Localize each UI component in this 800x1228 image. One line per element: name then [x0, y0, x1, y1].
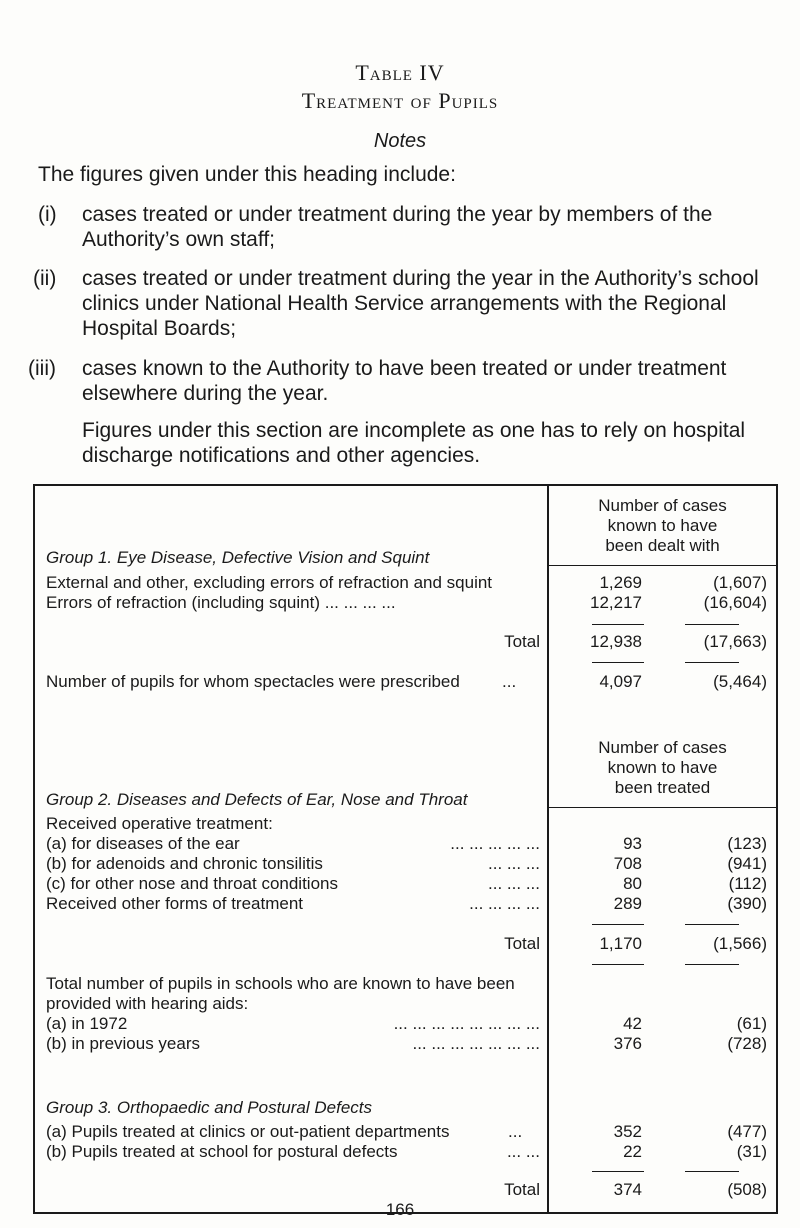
table-cell-value: 22 — [623, 1142, 642, 1161]
table-cell-value: 376 — [613, 1034, 642, 1053]
table-cell-prev: (390) — [727, 894, 767, 913]
group-heading: Group 2. Diseases and Defects of Ear, Nose and Throat — [46, 790, 468, 809]
table-row-label: (a) Pupils treated at clinics or out-patient departments — [46, 1122, 450, 1141]
leader-dots: ... ... ... ... — [469, 894, 540, 913]
table-cell-prev: (16,604) — [703, 593, 767, 612]
table-row-label: Received other forms of treatment — [46, 894, 304, 913]
leader-dots: ... ... ... ... ... ... ... ... — [393, 1014, 540, 1033]
table-cell-value: 352 — [613, 1122, 642, 1141]
col-header: been dealt with — [605, 536, 720, 555]
intro-lead: The figures given under this heading include: — [38, 163, 456, 186]
sum-rule — [592, 1171, 644, 1172]
table-row-label: (a) for diseases of the ear — [46, 834, 240, 853]
total-value: 1,170 — [599, 934, 642, 953]
total-value: 12,938 — [590, 632, 642, 651]
table-row-label: (c) for other nose and throat conditions — [46, 874, 338, 893]
table-cell-prev: (941) — [727, 854, 767, 873]
notes-heading: Notes — [373, 130, 427, 152]
hearing-label: Total number of pupils in schools who are known to have been — [46, 974, 515, 993]
sum-rule — [685, 624, 739, 625]
hearing-label: provided with hearing aids: — [46, 994, 249, 1013]
table-row-label: (b) in previous years — [46, 1034, 201, 1053]
table-cell-value: 708 — [613, 854, 642, 873]
intro-item-text: elsewhere during the year. — [82, 382, 329, 405]
table-cell-value: 12,217 — [590, 593, 642, 612]
sum-rule — [592, 924, 644, 925]
group-heading: Group 1. Eye Disease, Defective Vision and Squint — [46, 548, 430, 567]
table-cell-value: 289 — [613, 894, 642, 913]
col-header: known to have — [607, 516, 718, 535]
table-cell-prev: (61) — [736, 1014, 767, 1033]
intro-item-text: cases known to the Authority to have been treated or under treatment — [82, 357, 727, 380]
sum-rule — [685, 924, 739, 925]
table-cell-prev: (112) — [728, 874, 767, 893]
table-cell-value: 80 — [623, 874, 642, 893]
table-left-rule — [33, 484, 35, 1214]
table-subtitle: Treatment of Pupils — [301, 88, 499, 113]
sum-rule — [685, 1171, 739, 1172]
intro-item-num: (iii) — [28, 357, 56, 380]
total-prev: (508) — [727, 1180, 767, 1199]
leader-dots: ... ... ... — [488, 854, 540, 873]
intro-item-num: (i) — [38, 203, 57, 226]
table-cell-value: 93 — [623, 834, 642, 853]
table-row-label: (a) in 1972 — [46, 1014, 128, 1033]
leader-dots: ... ... ... — [488, 874, 540, 893]
total-value: 374 — [613, 1180, 642, 1199]
col-header: Number of cases — [598, 738, 727, 757]
header-rule — [549, 807, 776, 808]
intro-item-text: cases treated or under treatment during the year by members of the — [82, 203, 713, 226]
table-row-label: (b) for adenoids and chronic tonsilitis — [46, 854, 323, 873]
sum-rule — [592, 964, 644, 965]
page-number: 166 — [385, 1200, 415, 1219]
table-cell-prev: (1,607) — [713, 573, 767, 592]
spectacles-value: 4,097 — [599, 672, 642, 691]
total-label: Total — [504, 632, 540, 651]
leader-dots: ... ... ... ... ... — [450, 834, 540, 853]
leader-dots: ... — [508, 1122, 523, 1141]
table-title: Table IV — [355, 60, 445, 85]
total-prev: (17,663) — [703, 632, 767, 651]
intro-closing: discharge notifications and other agencies. — [82, 444, 481, 467]
table-row-label: Errors of refraction (including squint) ... ... ... ... — [46, 593, 396, 612]
intro-item-text: cases treated or under treatment during the year in the Authority’s school — [82, 267, 759, 290]
table-cell-prev: (477) — [727, 1122, 767, 1141]
total-prev: (1,566) — [713, 934, 767, 953]
intro-closing: Figures under this section are incomplete as one has to rely on hospital — [82, 419, 746, 442]
group-heading: Group 3. Orthopaedic and Postural Defects — [46, 1098, 373, 1117]
intro-item-text: clinics under National Health Service arrangements with the Regional — [82, 292, 727, 315]
leader-dots: ... — [502, 672, 517, 691]
sum-rule — [592, 624, 644, 625]
table-cell-prev: (728) — [727, 1034, 767, 1053]
table-cell-value: 1,269 — [599, 573, 642, 592]
spectacles-prev: (5,464) — [713, 672, 767, 691]
sum-rule — [685, 964, 739, 965]
table-column-rule — [547, 484, 549, 1214]
intro-item-text: Authority’s own staff; — [82, 228, 275, 251]
table-cell-prev: (123) — [727, 834, 767, 853]
total-label: Total — [504, 1180, 540, 1199]
table-row-label: External and other, excluding errors of refraction and squint — [46, 573, 493, 592]
intro-item-num: (ii) — [33, 267, 57, 290]
col-header: been treated — [614, 778, 711, 797]
table-cell-prev: (31) — [736, 1142, 767, 1161]
spectacles-label: Number of pupils for whom spectacles were prescribed — [46, 672, 460, 691]
leader-dots: ... ... ... ... ... ... ... — [412, 1034, 540, 1053]
intro-item-text: Hospital Boards; — [82, 317, 237, 340]
sum-rule — [592, 662, 644, 663]
leader-dots: ... ... — [506, 1142, 540, 1161]
table-cell-value: 42 — [623, 1014, 642, 1033]
sum-rule — [685, 662, 739, 663]
table-row-label: (b) Pupils treated at school for postural defects — [46, 1142, 398, 1161]
col-header: known to have — [607, 758, 718, 777]
operative-label: Received operative treatment: — [46, 814, 273, 833]
header-rule — [549, 565, 776, 566]
table-top-rule — [33, 484, 778, 486]
total-label: Total — [504, 934, 540, 953]
table-right-rule — [776, 484, 778, 1214]
col-header: Number of cases — [598, 496, 727, 515]
